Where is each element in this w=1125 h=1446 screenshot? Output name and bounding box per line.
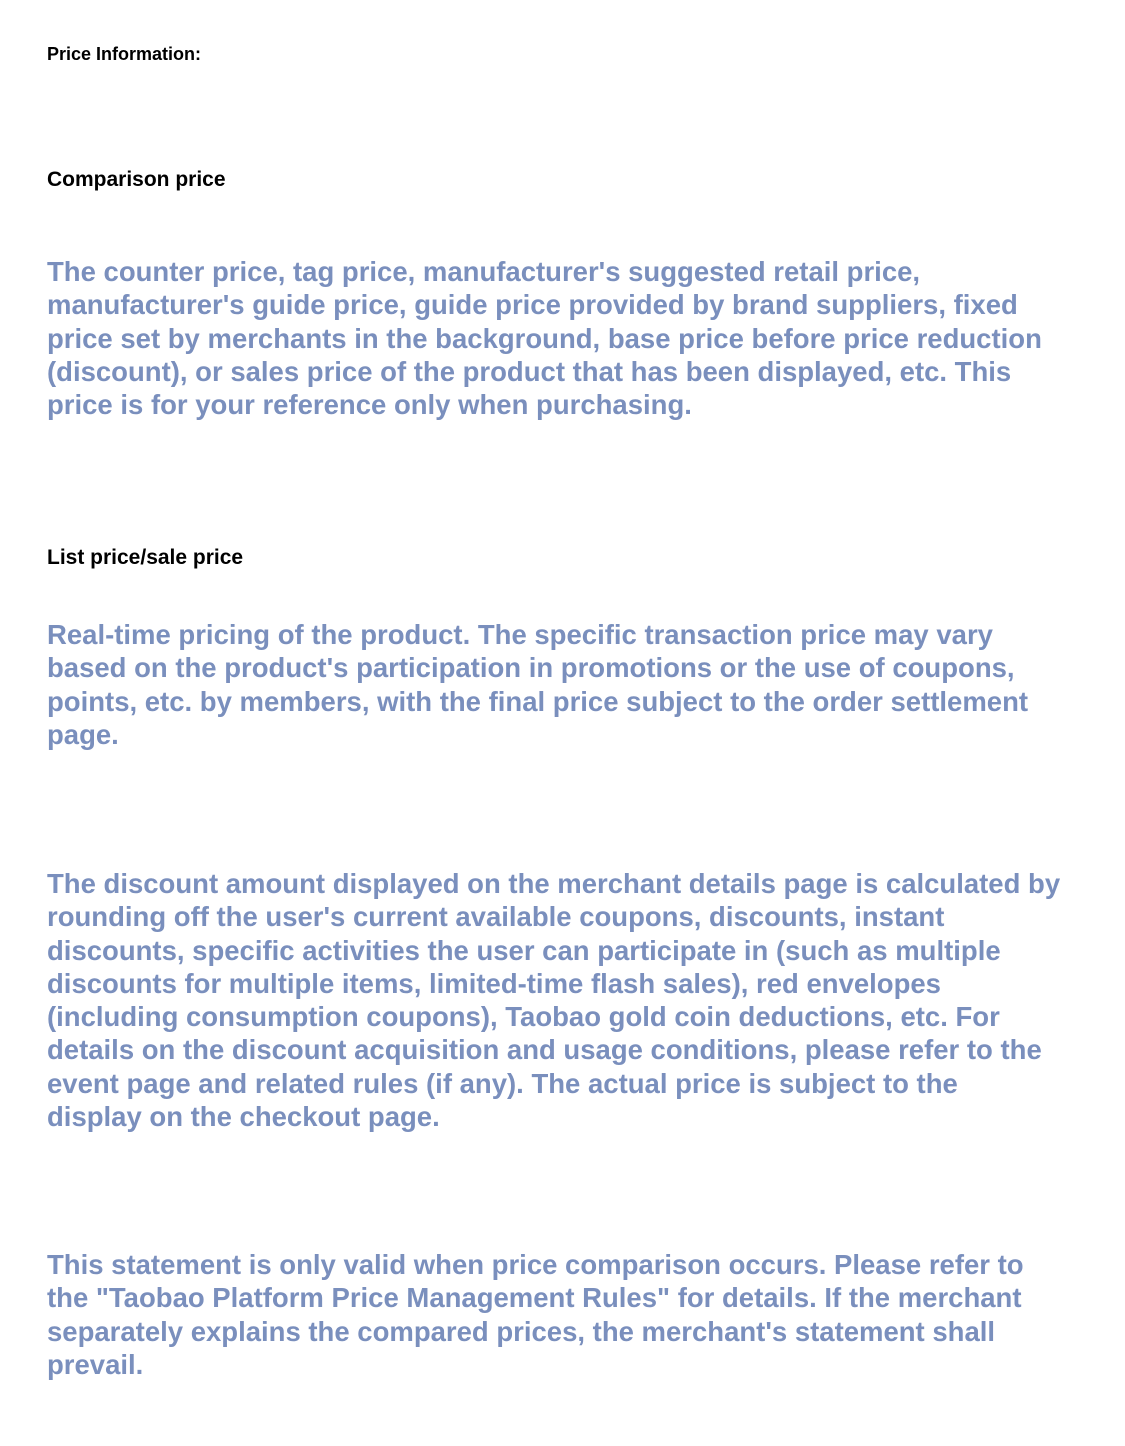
text-line: discounts, specific activities the user can participate in (such as multiple xyxy=(47,934,1001,966)
text-line: the "Taobao Platform Price Management Rules" for details. If the merchant xyxy=(47,1282,1022,1314)
text-line: points, etc. by members, with the final price subject to the order settlement xyxy=(47,685,1029,717)
list-price-description xyxy=(47,618,1077,751)
statement-note xyxy=(47,1248,1077,1381)
text-line: price is for your reference only when purchasing. xyxy=(47,389,692,421)
text-line: separately explains the compared prices, the merchant's statement shall xyxy=(47,1315,996,1347)
text-line: This statement is only valid when price comparison occurs. Please refer to xyxy=(47,1249,1024,1280)
text-line: page. xyxy=(47,718,119,750)
text-line: rounding off the user's current available coupons, discounts, instant xyxy=(47,901,945,933)
price-information-title: Price Information: xyxy=(47,44,202,64)
comparison-price-description xyxy=(47,255,1077,421)
text-line: The discount amount displayed on the merchant details page is calculated by xyxy=(47,868,1061,899)
text-line: prevail. xyxy=(47,1348,144,1380)
text-line: price set by merchants in the background, base price before price reduction xyxy=(47,322,1042,354)
text-line: Real-time pricing of the product. The specific transaction price may vary xyxy=(47,619,993,650)
text-line: details on the discount acquisition and usage conditions, please refer to the xyxy=(47,1034,1042,1066)
text-line: discounts for multiple items, limited-time flash sales), red envelopes xyxy=(47,967,941,999)
text-line: (including consumption coupons), Taobao gold coin deductions, etc. For xyxy=(47,1001,1000,1033)
comparison-price-heading: Comparison price xyxy=(47,168,226,191)
discount-note xyxy=(47,867,1077,1133)
text-line: display on the checkout page. xyxy=(47,1101,440,1133)
text-line: (discount), or sales price of the product that has been displayed, etc. This xyxy=(47,355,1012,387)
text-line: manufacturer's guide price, guide price provided by brand suppliers, fixed xyxy=(47,289,1018,321)
text-line: event page and related rules (if any). The actual price is subject to the xyxy=(47,1067,958,1099)
text-line: based on the product's participation in promotions or the use of coupons, xyxy=(47,652,1015,684)
list-price-heading: List price/sale price xyxy=(47,546,244,569)
text-line: The counter price, tag price, manufacturer's suggested retail price, xyxy=(47,256,921,287)
